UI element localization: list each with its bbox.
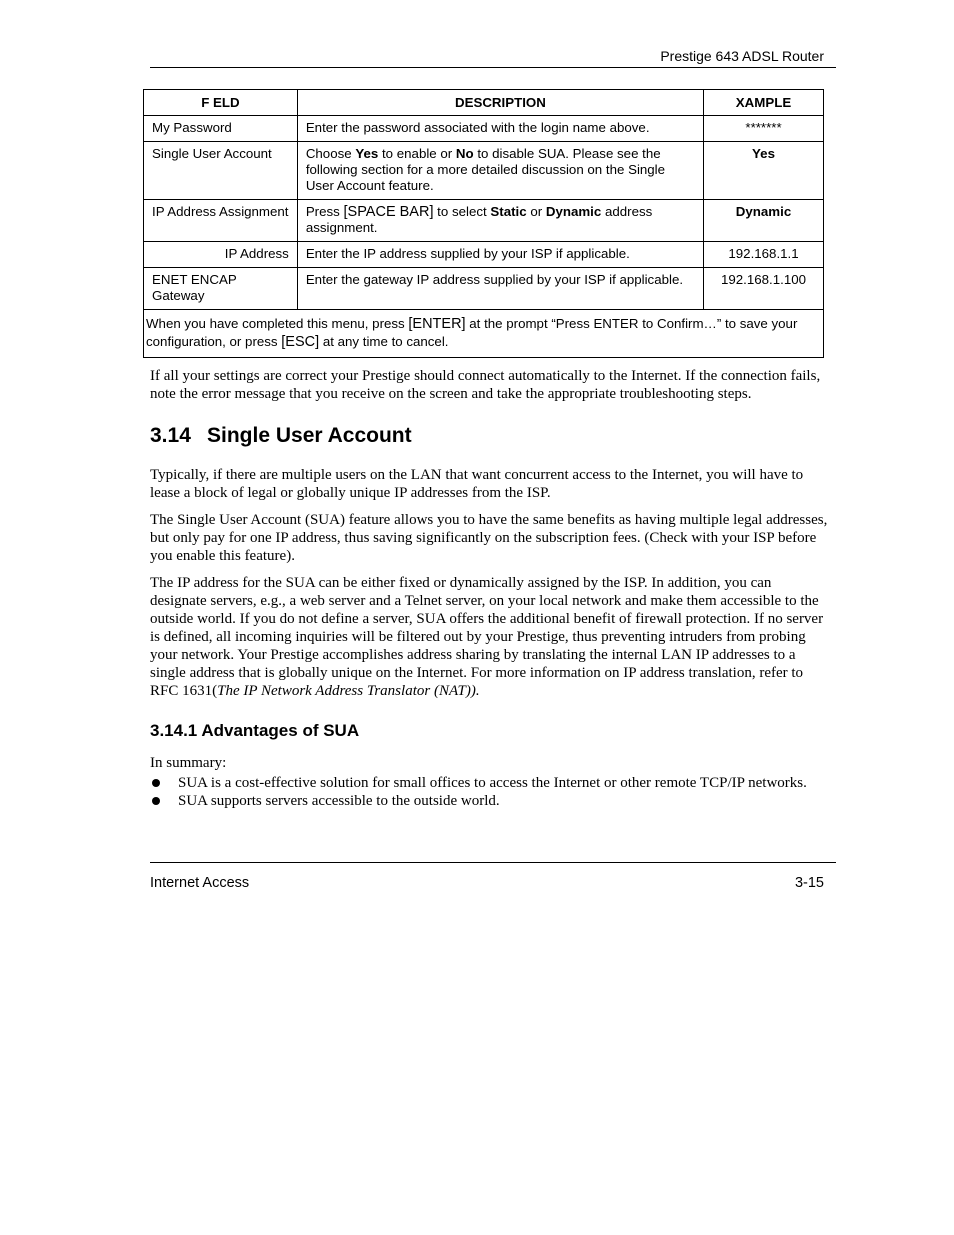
list-item — [150, 792, 828, 810]
table-row-ip-address — [144, 242, 824, 268]
description-text: to disable SUA. Please see the following section for a more detailed discussion on the Single User Account feature. — [305, 146, 666, 193]
rfc-title: The IP Network Address Translator (NAT)). — [217, 683, 480, 699]
example-cell: 192.168.1.1 — [704, 242, 824, 268]
field-cell: Single User Account — [144, 142, 298, 200]
note-text: at any time to cancel. — [319, 334, 449, 349]
description-text: address assignment. — [305, 204, 653, 235]
column-header-field: F ELD — [144, 90, 298, 116]
option-no: No — [455, 146, 474, 161]
table-row-single-user-account — [144, 142, 824, 200]
table-row-my-password — [144, 116, 824, 142]
column-header-description: DESCRIPTION — [297, 90, 703, 116]
description-cell: Enter the gateway IP address supplied by your ISP if applicable. — [297, 268, 703, 310]
bullet-icon — [152, 779, 160, 787]
option-yes: Yes — [355, 146, 379, 161]
footer-chapter: Internet Access — [150, 875, 250, 891]
description-cell — [297, 142, 703, 200]
section-title: Single User Account — [207, 424, 412, 447]
table-note — [144, 310, 824, 358]
field-cell: IP Address — [144, 242, 298, 268]
note-text: When you have completed this menu, press — [146, 316, 409, 331]
field-description-table — [143, 89, 824, 358]
list-item-text: SUA supports servers accessible to the outside world. — [178, 793, 500, 809]
list-item-text: SUA is a cost-effective solution for small offices to access the Internet or other remote TCP/IP networks. — [178, 775, 807, 791]
running-header-title: Prestige 643 ADSL Router — [660, 48, 824, 64]
paragraph-3-text: The IP address for the SUA can be either fixed or dynamically assigned by the ISP. In addition, you can designate servers, e.g., a web server and a Telnet server, on your local network and make them accessible to the outside world. If you do not define a server, SUA offers the additional benefit of firewall protection. If no server is defined, all incoming inquiries will be filtered out by your Prestige, thus preventing intruders from probing your network. Your Prestige accomplishes address sharing by translating the internal LAN IP addresses to a single address that is globally unique on the Internet. For more information on IP address translation, refer to RFC 1631( — [150, 575, 824, 699]
footer-rule — [150, 862, 836, 863]
intro-paragraph: If all your settings are correct your Prestige should connect automatically to the Internet. If the connection fails, note the error message that you receive on the screen and take the appropriate troubleshooting steps. — [150, 368, 821, 402]
header-rule — [150, 67, 836, 68]
key-enter: [ENTER] — [408, 316, 466, 332]
section-heading — [150, 424, 412, 448]
description-text: to select — [433, 204, 491, 219]
field-cell: IP Address Assignment — [144, 200, 298, 242]
example-cell: ******* — [704, 116, 824, 142]
description-text: Press — [305, 204, 344, 219]
table-note-row — [144, 310, 824, 358]
paragraph-1: Typically, if there are multiple users on the LAN that want concurrent access to the Internet, you will have to lease a block of legal or globally unique IP addresses from the ISP. — [150, 467, 804, 501]
description-text: to enable or — [378, 146, 456, 161]
option-static: Static — [490, 204, 527, 219]
field-cell: My Password — [144, 116, 298, 142]
table-row-enet-encap-gateway — [144, 268, 824, 310]
footer-page-number: 3-15 — [794, 875, 824, 891]
summary-lead: In summary: — [150, 755, 227, 771]
table-header-row — [144, 90, 824, 116]
description-cell — [297, 200, 703, 242]
column-header-example: XAMPLE — [704, 90, 824, 116]
key-esc: [ESC] — [281, 334, 320, 350]
description-cell: Enter the IP address supplied by your ISP if applicable. — [297, 242, 703, 268]
example-cell: Dynamic — [704, 200, 824, 242]
field-cell: ENET ENCAP Gateway — [144, 268, 298, 310]
description-cell: Enter the password associated with the login name above. — [297, 116, 703, 142]
note-text: at the prompt “Press ENTER to Confirm…” to save your configuration, or press — [146, 316, 798, 349]
table-row-ip-address-assignment — [144, 200, 824, 242]
example-cell: 192.168.1.100 — [704, 268, 824, 310]
advantages-list — [150, 774, 828, 810]
section-number: 3.14 — [150, 424, 191, 447]
option-dynamic: Dynamic — [545, 204, 602, 219]
bullet-icon — [152, 797, 160, 805]
subsection-heading: 3.14.1 Advantages of SUA — [150, 721, 360, 740]
description-text: or — [526, 204, 546, 219]
description-text: Choose — [305, 146, 356, 161]
example-cell: Yes — [704, 142, 824, 200]
list-item — [150, 774, 828, 792]
paragraph-2: The Single User Account (SUA) feature allows you to have the same benefits as having multiple legal addresses, but only pay for one IP address, thus saving significantly on the subscription fees. (Check with your ISP before you enable this feature). — [150, 512, 828, 564]
paragraph-3 — [150, 574, 828, 700]
key-space-bar: [SPACE BAR] — [343, 204, 434, 220]
